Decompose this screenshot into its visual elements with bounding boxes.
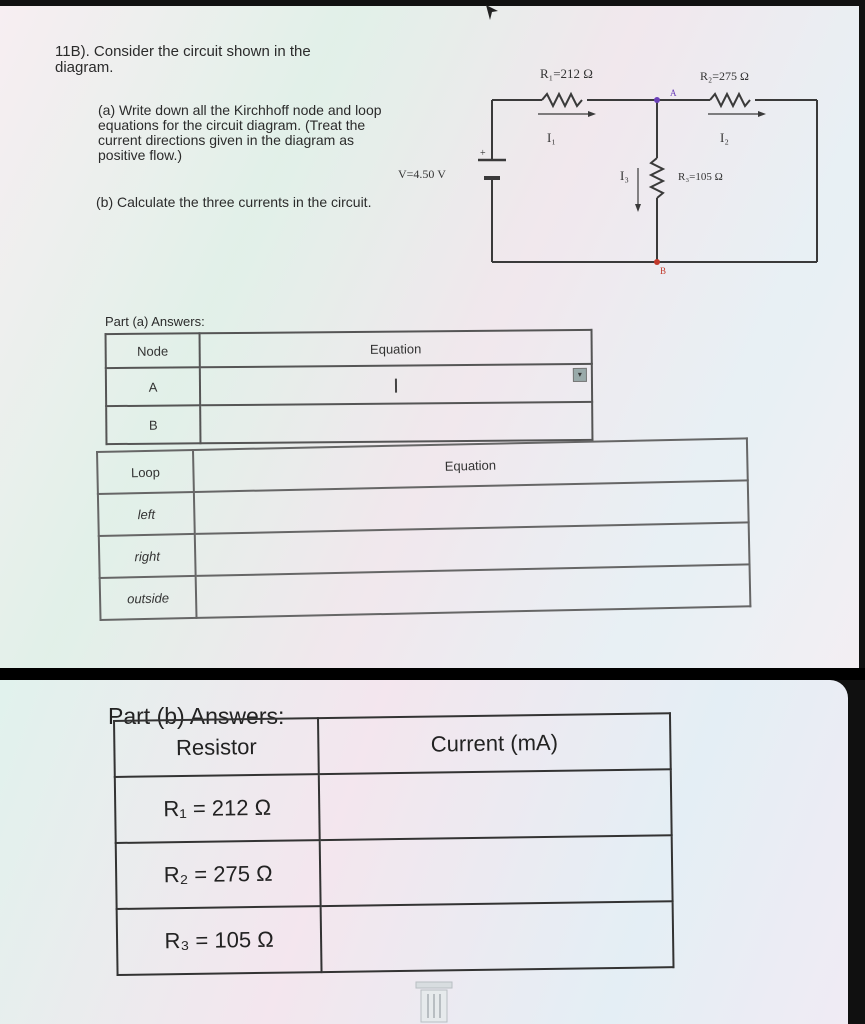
loop-right-cell: right bbox=[99, 534, 196, 578]
table-row bbox=[116, 835, 673, 909]
table-row bbox=[115, 769, 672, 843]
text-cursor bbox=[395, 378, 397, 392]
loop-header: Loop bbox=[97, 450, 194, 494]
part-b-label: Part (b) Answers: bbox=[108, 703, 285, 729]
r1-label: R₁=212 Ω bbox=[540, 66, 593, 81]
node-b-dot bbox=[654, 259, 660, 265]
i1-label: I₁ bbox=[547, 130, 556, 145]
node-equation-table bbox=[105, 329, 594, 445]
r2-label: R₂=275 Ω bbox=[700, 69, 749, 83]
r1-current-input[interactable] bbox=[319, 769, 672, 840]
table-row bbox=[106, 402, 592, 444]
i2-label: I₂ bbox=[720, 130, 729, 145]
node-b-equation-input[interactable] bbox=[200, 402, 592, 443]
node-equation-header: Equation bbox=[200, 330, 592, 367]
r1-cell: R₁ = 212 Ω bbox=[115, 774, 320, 843]
resistor-header: Resistor bbox=[114, 718, 319, 777]
node-a-dot bbox=[654, 97, 660, 103]
trash-icon[interactable] bbox=[412, 976, 456, 1024]
loop-equation-table bbox=[96, 437, 751, 621]
loop-left-cell: left bbox=[98, 492, 195, 536]
loop-outside-cell: outside bbox=[100, 576, 197, 620]
node-header: Node bbox=[106, 333, 200, 368]
table-row bbox=[106, 364, 592, 406]
voltage-label: V=4.50 V bbox=[398, 167, 446, 181]
r2-cell: R₂ = 275 Ω bbox=[116, 840, 321, 909]
i3-label: I₃ bbox=[620, 168, 629, 183]
r3-current-input[interactable] bbox=[321, 901, 674, 972]
photo-separator bbox=[0, 668, 865, 680]
problem-title: 11B). Consider the circuit shown in the diagram. bbox=[55, 43, 311, 76]
node-a-cell: A bbox=[106, 367, 200, 406]
loop-equation-header: Equation bbox=[193, 438, 748, 492]
part-a-prompt: (a) Write down all the Kirchhoff node and loop equations for the circuit diagram. (Treat the current directions given in the diagram as positive flow.) bbox=[98, 102, 382, 163]
node-a-label: A bbox=[670, 88, 677, 98]
node-b-label: B bbox=[660, 266, 667, 276]
r3-cell: R₃ = 105 Ω bbox=[117, 906, 322, 975]
node-b-cell: B bbox=[106, 405, 200, 444]
photo-border-right bbox=[859, 0, 865, 668]
battery-plus-sign: + bbox=[480, 148, 486, 159]
r3-label: R₃=105 Ω bbox=[678, 171, 723, 183]
current-answer-table bbox=[113, 712, 675, 976]
circuit-diagram bbox=[380, 50, 840, 290]
table-row bbox=[117, 901, 674, 975]
cursor-arrow-icon bbox=[484, 4, 500, 22]
worksheet-photo-bottom bbox=[0, 680, 848, 1024]
node-a-equation-input[interactable] bbox=[200, 364, 592, 405]
part-b-prompt: (b) Calculate the three currents in the circuit. bbox=[96, 194, 372, 210]
photo-border-top bbox=[0, 0, 865, 6]
part-a-label: Part (a) Answers: bbox=[105, 314, 205, 329]
current-header: Current (mA) bbox=[318, 713, 671, 774]
r2-current-input[interactable] bbox=[320, 835, 673, 906]
dropdown-arrow-icon[interactable]: ▾ bbox=[573, 368, 587, 382]
